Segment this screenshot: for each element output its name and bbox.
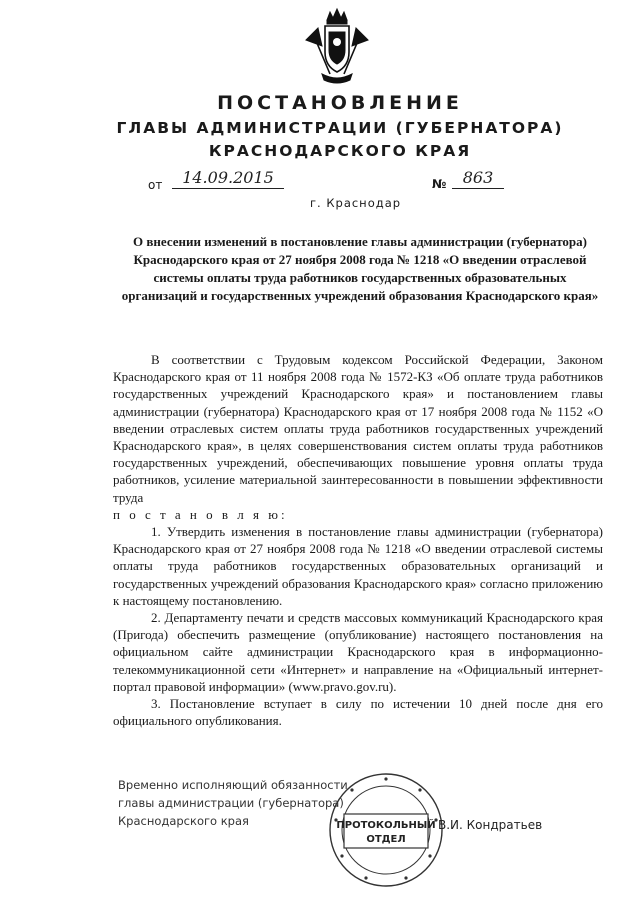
region-heading: КРАСНОДАРСКОГО КРАЯ	[208, 142, 472, 160]
resolve-line: п о с т а н о в л я ю:	[113, 506, 288, 522]
signatory-title-line-2: главы администрации (губернатора)	[118, 796, 344, 810]
stamp-line-1: ПРОТОКОЛЬНЫЙ	[336, 820, 436, 831]
signature-block	[118, 776, 348, 830]
document-body	[113, 351, 603, 729]
signatory-name: В.И. Кондратьев	[438, 818, 543, 832]
coat-of-arms-emblem	[300, 6, 374, 86]
item-2: 2. Департаменту печати и средств массовых коммуникаций Краснодарского края (Пригода) обеспечить размещение (опубликование) настоящего постановления на официальном сайте администрации Краснодарского края в информационно-телекоммуникационной сети «Интернет» и направление на «Официальный интернет-портал правовой информации» (www.pravo.gov.ru).	[113, 610, 603, 694]
item-1: 1. Утвердить изменения в постановление главы администрации (губернатора) Краснодарского края от 27 ноября 2008 года № 1218 «О введении отраслевой системы оплаты труда работников государственных образовательных организаций и государственных учреждений образования Краснодарского края» согласно приложению к настоящему постановлению.	[113, 524, 603, 608]
stamp-line-2: ОТДЕЛ	[366, 834, 406, 845]
number-prefix: №	[432, 177, 447, 191]
item-3: 3. Постановление вступает в силу по истечении 10 дней после дня его официального опубликования.	[113, 696, 603, 729]
document-number: 863	[452, 168, 504, 189]
document-date: 14.09.2015	[172, 168, 284, 189]
official-stamp	[326, 770, 446, 890]
signatory-title-line-3: Краснодарского края	[118, 814, 249, 828]
city-label: г. Краснодар	[310, 196, 402, 210]
intro-paragraph: В соответствии с Трудовым кодексом Российской Федерации, Законом Краснодарского края от 11 ноября 2008 года № 1572-КЗ «Об оплате труда работников государственных учреждений Краснодарского края» и постановлением главы администрации (губернатора) Краснодарского края от 17 ноября 2008 года № 1152 «О введении отраслевых систем оплаты труда работников государственных учреждений Краснодарского края», в целях совершенствования систем оплаты труда работников государственных учреждений, обеспечивающих повышение уровня оплаты труда работников, усиление материальной заинтересованности в повышении эффективности труда	[113, 352, 603, 505]
issuer-heading: ГЛАВЫ АДМИНИСТРАЦИИ (ГУБЕРНАТОРА)	[116, 119, 564, 137]
document-type-heading: ПОСТАНОВЛЕНИЕ	[217, 92, 463, 114]
document-title: О внесении изменений в постановление главы администрации (губернатора) Краснодарского края от 27 ноября 2008 года № 1218 «О введении отраслевой системы оплаты труда работников государственных образовательных организаций и государственных учреждений образования Краснодарского края»	[121, 234, 599, 303]
signatory-title-line-1: Временно исполняющий обязанности	[118, 778, 348, 792]
date-prefix: от	[148, 178, 163, 192]
